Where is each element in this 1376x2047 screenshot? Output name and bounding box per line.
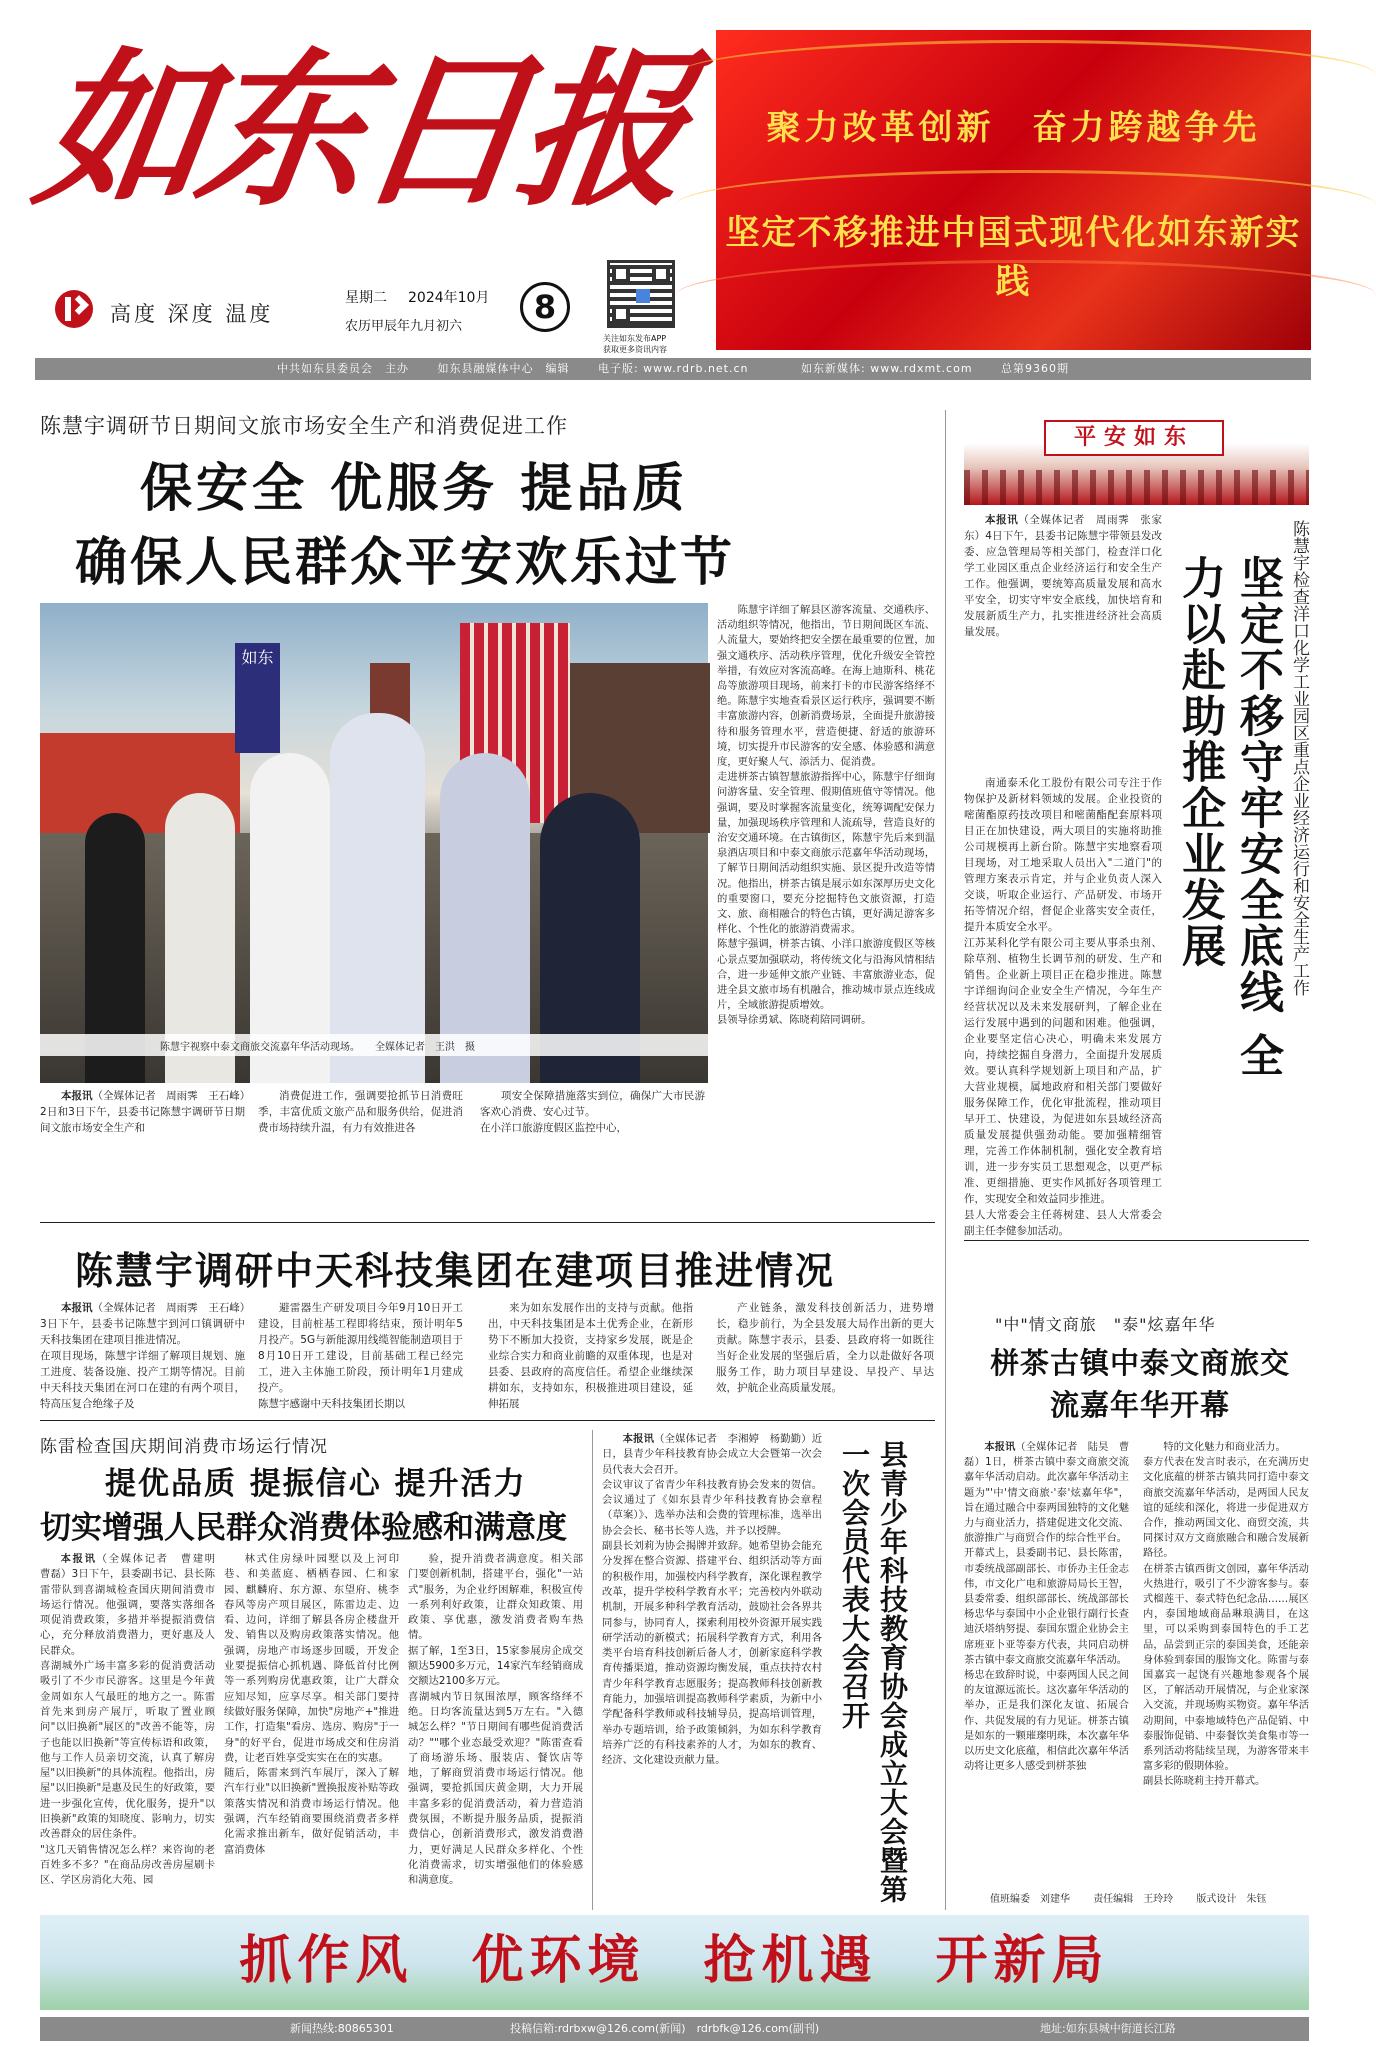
lead-byline-detail: （全媒体记者 周雨霁 王石峰）2日和3日下午，县委书记陈慧宇调研节日期间文旅市场安全生产和 (40, 1090, 246, 1134)
side-header-title: 平安如东 (1044, 420, 1224, 456)
third-title-2: 切实增强人民群众消费体验感和满意度 (40, 1510, 567, 1546)
second-col3-text: 来为如东发展作出的支持与贡献。他指出，中天科技集团是本土优秀企业，在新形势下不断加大投资，支持家乡发展，既是企业综合实力和商业前瞻的双重体现，也是对县委、县政府的高度信任。希望企业继续深耕如东，支持如东，积极推进项目建设，延伸拓展 (488, 1302, 693, 1410)
info-issue: 总第9360期 (1001, 362, 1070, 375)
third-col3 (408, 1552, 583, 1912)
side-byline: 本报讯 (985, 514, 1019, 526)
top-banner (716, 30, 1311, 350)
second-col1 (40, 1300, 245, 1420)
section-rule-2 (40, 1420, 935, 1421)
section-rule-1 (40, 1222, 935, 1223)
third-kicker: 陈雷检查国庆期间消费市场运行情况 (40, 1437, 328, 1457)
lead-body-col3 (480, 1088, 705, 1218)
info-editor: 如东县融媒体中心 编辑 (437, 362, 570, 375)
lead-body-col1 (40, 1088, 245, 1218)
lead-body-bottom-1: 消费促进工作，强调要抢抓节日消费旺季，丰富优质文旅产品和服务供给，促进消费市场持续升温，有力有效推进各 (258, 1090, 463, 1134)
lead-body-right (717, 603, 935, 1243)
info-publisher: 中共如东县委员会 主办 (276, 362, 409, 375)
lead-body-right-text: 陈慧宇详细了解县区游客流量、交通秩序、活动组织等情况，他指出，节日期间既区车流、人流量大，要始终把安全摆在最重要的位置，加强文通秩序、活动秩序管理，优化升级安全管控举措，有效应对客流高峰。在海上迪斯科、桃花岛等旅游项目现场，前来打卡的市民游客络绎不绝。陈慧宇实地查看景区运行秩序，强调要不断丰富旅游内容，创新消费场景，全面提升旅游接待和服务管理水平，营造便捷、舒适的旅游环境，切实提升市民游客的安全感、体验感和满意度，更好聚人气、添活力、促消费。 走进栟茶古镇智慧旅游指挥中心，陈慧宇仔细询问游客量、安全管理、假期值班值守等情况。他强调，要及时掌握客流量变化，统筹调配安保力量，加强现场秩序管理和人流疏导，营造良好的治安交通环境。在古镇街区，陈慧宇先后来到温泉酒店项目和中泰文商旅示范嘉年华活动现场，了解节日期间活动组织实施、景区提升改造等情况。他指出，栟茶古镇是展示如东深厚历史文化的重要窗口，要充分挖掘特色文旅资源，打造文、旅、商相融合的特色古镇，更好满足游客多样化、个性化的旅游消费需求。 陈慧宇强调，栟茶古镇、小洋口旅游度假区等核心景点要加强联动，将传统文化与沿海风情相结合，进一步延伸文旅产业链、丰富旅游业态，促进全县文旅市场有机融合，推动城市景点连线成片，全域旅游提质增效。 县领导徐勇斌、陈晓莉陪同调研。 (717, 604, 935, 1027)
lead-byline: 本报讯 (61, 1090, 93, 1102)
info-bar (35, 358, 1311, 380)
banner-slogan-2: 坚定不移推进中国式现代化如东新实践 (725, 213, 1302, 302)
day-number: 8 (520, 282, 570, 332)
carnival-col1-text: （全媒体记者 陆昊 曹磊）1日，栟茶古镇中泰文商旅交流嘉年华活动启动。此次嘉年华活动主题为"'中'情文商旅·'泰'炫嘉年华"，旨在通过融合中泰两国独特的文化魅力与商业活力，搭建促进文化交流、旅游推广与商贸合作的综合性平台。 开幕式上，县委副书记、县长陈雷，市委统战部副部长、市侨办主任金志伟，市文化广电和旅游局局长王智，县委常委、组织部部长、统战部部长杨忠华与泰国中小企业银行副行长查迪沃塔纳努提、泰国东盟企业协会主席班亚卜亚等泰方代表，共同启动栟茶古镇中泰文商旅交流嘉年华活动。 杨忠在致辞时说，中泰两国人民之间的友谊源远流长。这次嘉年华活动的举办，正是我们深化友谊、拓展合作、共促发展的有力见证。栟茶古镇是如东的一颗璀璨明珠，本次嘉年华以历史文化底蕴，相信此次嘉年华活动将让更多人感受到栟茶独 (964, 1442, 1130, 1773)
carnival-col1 (964, 1440, 1129, 1910)
youth-body (602, 1432, 822, 1912)
masthead-title: 如东日报 (26, 31, 694, 229)
footer-hotline: 新闻热线:80865301 (290, 2022, 394, 2035)
section-rule-3 (964, 1240, 1309, 1241)
carnival-title: 栟茶古镇中泰文商旅交流嘉年华开幕 (990, 1346, 1291, 1422)
youth-body-text: （全媒体记者 李湘婷 杨勤勤）近日，县青少年科技教育协会成立大会暨第一次会员代表大会召开。 会议审议了省青少年科技教育协会发来的贺信。会议通过了《如东县青少年科技教育协会章程（草案）》、选举办法和会费的管理标准，选举出协会会长、秘书长等人选，并予以授牌。 副县长刘莉为协会揭牌并致辞。她希望协会能充分发挥在整合资源、搭建平台、组织活动等方面的积极作用，加强校内科学教育，深化课程教学改革，提升学校科学教育水平；完善校内外联动机制，开展多种科学教育活动，鼓励社会各界共同参与，协同育人，探索利用校外资源开展实践研学活动的新模式；拓展科学教育方式，利用各类平台培育科技创新后备人才，创新家庭科学教育传播渠道，推动资源均衡发展，重点扶持农村青少年科学教育志愿服务；提高教师科技创新教育能力，加强培训提高教师科学素质，为新中小学配备科学教师或科技辅导员，提高培训管理，举办专题培训，给予政策倾斜，为如东科学教育培养广泛的有科技素养的人才，为如东的教育、经济、文化建设贡献力量。 (602, 1433, 823, 1767)
qr-caption-2: 获取更多资讯内容 (603, 345, 667, 354)
masthead-slogan: 高度 深度 温度 (110, 302, 274, 326)
second-title: 陈慧宇调研中天科技集团在建项目推进情况 (75, 1249, 836, 1293)
side-title: 坚定不移守牢安全底线 全力以赴助推企业发展 (1174, 555, 1283, 1079)
bottom-banner (40, 1915, 1309, 2010)
third-col1 (40, 1552, 215, 1912)
carnival-col2 (1143, 1440, 1309, 1880)
footer-email: 投稿信箱:rdrbxw@126.com(新闻) rdrbfk@126.com(副刊) (510, 2022, 820, 2035)
footer-address: 地址:如东县城中街道长江路 (1040, 2022, 1176, 2035)
column-divider (945, 410, 946, 1910)
second-col4-text: 产业链条，激发科技创新活力，进势增长，稳步前行，为全县发展大局作出新的更大贡献。陈慧宇表示，县委、县政府将一如既往当好企业发展的坚强后盾，全力以赴做好各项服务工作，助力项目早建设、早投产、早达效，护航企业高质量发展。 (716, 1302, 934, 1394)
lead-kicker: 陈慧宇调研节日期间文旅市场安全生产和消费促进工作 (40, 414, 568, 438)
weekday: 星期二 (345, 290, 387, 306)
carnival-kicker: "中"情文商旅 "泰"炫嘉年华 (995, 1315, 1216, 1334)
youth-byline: 本报讯 (622, 1433, 655, 1445)
lead-photo-caption: 陈慧宇视察中泰文商旅交流嘉年华活动现场。 全媒体记者 王洪 摄 (160, 1042, 475, 1053)
qr-code-icon (607, 260, 675, 328)
lead-title-1: 保安全 优服务 提品质 (140, 459, 689, 519)
third-col2 (224, 1552, 399, 1912)
youth-title: 县青少年科技教育协会成立大会暨第一次会员代表大会召开 (838, 1440, 909, 1904)
info-email: 电子版: www.rdrb.net.cn (597, 362, 749, 375)
side-kicker: 陈慧宇检查洋口化学工业园区重点企业经济运行和安全生产工作 (1289, 520, 1309, 996)
masthead-logo (26, 30, 700, 250)
banner-slogan-1: 聚力改革创新 奋力跨越争先 (766, 108, 1261, 148)
third-byline: 本报讯 (60, 1553, 97, 1565)
footer (40, 2017, 1309, 2041)
third-title-1: 提优品质 提振信心 提升活力 (105, 1466, 527, 1502)
editors-line (990, 1890, 1266, 1905)
second-col2 (258, 1300, 463, 1420)
third-col1-text: （全媒体记者 曹建明 曹磊）3日下午，县委副书记、县长陈雷带队到喜湖城检查国庆期间消费市场运行情况。他强调，要落实落细各项促消费政策，多措并举提振消费信心，充分释放消费潜力，更好惠及人民群众。 喜湖城外广场丰富多彩的促消费活动吸引了不少市民游客。这里是今年黄金周如东人气最旺的地方之一。陈雷首先来到房产展厅，听取了置业顾问"以旧换新"展区的"改善不能等，房子也能以旧换新"等宣传标语和政策，他与工作人员亲切交流，认真了解房屋"以旧换新"的具体流程。他指出，房屋"以旧换新"是惠及民生的好政策，要进一步强化宣传，优化服务，提升"以旧换新"政策的知晓度、影响力，切实改善群众的居住条件。 "这几天销售情况怎么样？来咨询的老百姓多不多？"在商品房改善房屋刷卡区、学区房消化大苑、园 (40, 1553, 216, 1887)
lead-photo-sign: 如东 (235, 643, 280, 753)
qr-caption-1: 关注如东发布APP (603, 334, 667, 343)
third-col2-text: 林式住房绿叶园墅以及上河印巷、和美蓝庭、栖栖春园、仁和家园、麒麟府、东方源、东望府、桃李春风等房产项目展区，陈雷边走、边看、边问，详细了解县各房企楼盘开发、销售以及购房政策落实情况。他强调，房地产市场逐步回暖，开发企业要提振信心抓机遇、降低首付比例等一系列购房优惠政策，让广大群众应知尽知，应享尽享。相关部门要持续做好服务保障，加快"房地产+"推进工作，打造集"看房、选房、购房"于一身"的好平台，促进市场成交和住房消费，让老百姓享受实实在在的实惠。 随后，陈雷来到汽车展厅，深入了解汽车行业"以旧换新"置换报废补贴等政策落实情况和消费市场运行情况。他强调，汽车经销商要围绕消费者多样化需求推出新车，做好促销活动，丰富消费体 (224, 1553, 399, 1856)
date: 2024年10月 (408, 290, 490, 306)
lead-photo (40, 603, 708, 1080)
side-byline-detail: （全媒体记者 周雨霁 张家东）4日下午，县委书记陈慧宇带领县发改委、应急管理局等相关部门，检查洋口化学工业园区重点企业经济运行和安全生产工作。他强调，要统筹高质量发展和高水平安全，切实守牢安全底线，加快培育和发展新质生产力，扎实推进经济社会高质量发展。 (964, 514, 1163, 638)
side-body-top (964, 512, 1162, 772)
brand-logo-icon (55, 290, 93, 328)
third-col3-text: 验，提升消费者满意度。相关部门要创新机制，搭建平台，强化"一站式"服务，为企业纾困解难，积极宣传一系列利好政策，让群众知政策、用政策、享优惠，激发消费者购车热情。 据了解，1至3日，15家参展房企成交额达5900多万元，14家汽车经销商成交额达2100多万元。 喜湖城内节日氛围浓厚，顾客络绎不绝。日均客流量达到5万左右。"入德城怎么样？"节日期间有哪些促消费活动？""哪个业态最受欢迎？"陈雷查看了商场游乐场、服装店、餐饮店等地，了解商贸消费市场运行情况。他强调，要抢抓国庆黄金期，大力开展丰富多彩的促消费活动，着力营造消费氛围，不断提升服务品质，提振消费信心，创新消费形式，激发消费潜力，更好满足人民群众多样化、个性化消费需求，切实增强他们的体验感和满意度。 (408, 1553, 583, 1887)
lead-body-col2 (258, 1088, 463, 1218)
column-divider-2 (592, 1430, 593, 1910)
second-byline: 本报讯 (61, 1302, 93, 1314)
lunar-date: 农历甲辰年九月初六 (345, 319, 463, 334)
carnival-byline: 本报讯 (984, 1442, 1016, 1453)
duty-editor: 值班编委 刘建华 (990, 1894, 1070, 1905)
second-col4 (716, 1300, 934, 1420)
second-col1-text: （全媒体记者 周雨霁 王石峰）3日下午，县委书记陈慧宇到河口镇调研中天科技集团在建项目推进情况。 在项目现场，陈慧宇详细了解项目规划、施工进度、装备设施、投产工期等情况。目前中天科技天集团在河口在建的有两个项目，特高压复合绝缘子及 (40, 1302, 246, 1410)
side-body-text: 南通泰禾化工股份有限公司专注于作物保护及新材料领域的发展。企业投资的嘧菌酯原药技改项目和嘧菌酯配套原料项目正在加快建设，两大项目的实施将助推公司规模再上新台阶。陈慧宇实地察看项目现场，对工地采取人员出入"二道门"的管理方案表示肯定，并与企业负责人深入交谈，听取企业运行、产品研发、市场开拓等情况介绍，督促企业落实安全责任，提升本质安全水平。 江苏某科化学有限公司主要从事杀虫剂、除草剂、植物生长调节剂的研发、生产和销售。企业新上项目正在稳步推进。陈慧宇详细询问企业安全生产情况，今年生产经营状况以及未来发展研判，了解企业在运行发展中遇到的问题和困难。他强调，企业要坚定信心决心，明确未来发展方向，持续挖掘自身潜力，全面提升发展质效。要认真科学规划新上项目和产品，扩大营业规模，属地政府和相关部门要做好服务保障工作，优化审批流程，推动项目早开工、快建设，为促进如东县域经济高质量发展提供强劲动能。要加强精细管理，完善工作体制机制，强化安全教育培训，进一步夯实员工思想观念，以更严标准、更细措施、更实作风抓好各项管理工作，实现安全和效益同步推进。 县人大常委会主任蒋树建、县人大常委会副主任李健参加活动。 (964, 777, 1162, 1237)
lead-body-bottom-2: 项安全保障措施落实到位，确保广大市民游客欢心消费、安心过节。 在小洋口旅游度假区监控中心， (480, 1090, 705, 1134)
layout-designer: 版式设计 朱钰 (1196, 1894, 1267, 1905)
second-col2-text: 避雷器生产研发项目今年9月10日开工建设，目前桩基工程即将结束，预计明年5月投产。5G与新能源用线缆智能制造项目于8月10日开工建设，目前基础工程已经完工，进入主体施工阶段，预计明年1月建成投产。 陈慧宇感谢中天科技集团长期以 (258, 1302, 463, 1410)
lead-title-2: 确保人民群众平安欢乐过节 (75, 533, 736, 593)
second-col3 (488, 1300, 693, 1420)
bottom-banner-text: 抓作风 优环境 抢机遇 开新局 (239, 1930, 1110, 1991)
info-newmedia: 如东新媒体: www.rdxmt.com (801, 362, 973, 375)
side-header-banner (964, 410, 1309, 505)
side-body-main (964, 775, 1162, 1237)
responsible-editor: 责任编辑 王玲玲 (1093, 1894, 1174, 1905)
carnival-col2-text: 特的文化魅力和商业活力。 泰方代表在发言时表示，在充满历史文化底蕴的栟茶古镇共同打造中泰文商旅交流嘉年华活动，是两国人民友谊的延续和深化，将进一步促进双方合作，推动两国文化、商贸交流，共同探讨双方文商旅融合和融合发展新路径。 在栟茶古镇西街文创园，嘉年华活动火热进行，吸引了不少游客参与。泰式榴莲干、泰式特色纪念品……展区内，泰国地域商品琳琅满目，在这里，可以采购到泰国特色的手工艺品，品尝到正宗的泰国美食，还能亲身体验到泰国的服饰文化。陈雷与泰国嘉宾一起饶有兴趣地参观各个展区，了解活动开展情况，与企业家深入交流，并现场购买物资。嘉年华活动期间，中泰地域特色产品促销、中泰服饰促销、中泰餐饮美食集市等一系列活动将陆续呈现，为游客带来丰富多彩的假期体验。 副县长陈晓莉主持开幕式。 (1143, 1442, 1309, 1788)
